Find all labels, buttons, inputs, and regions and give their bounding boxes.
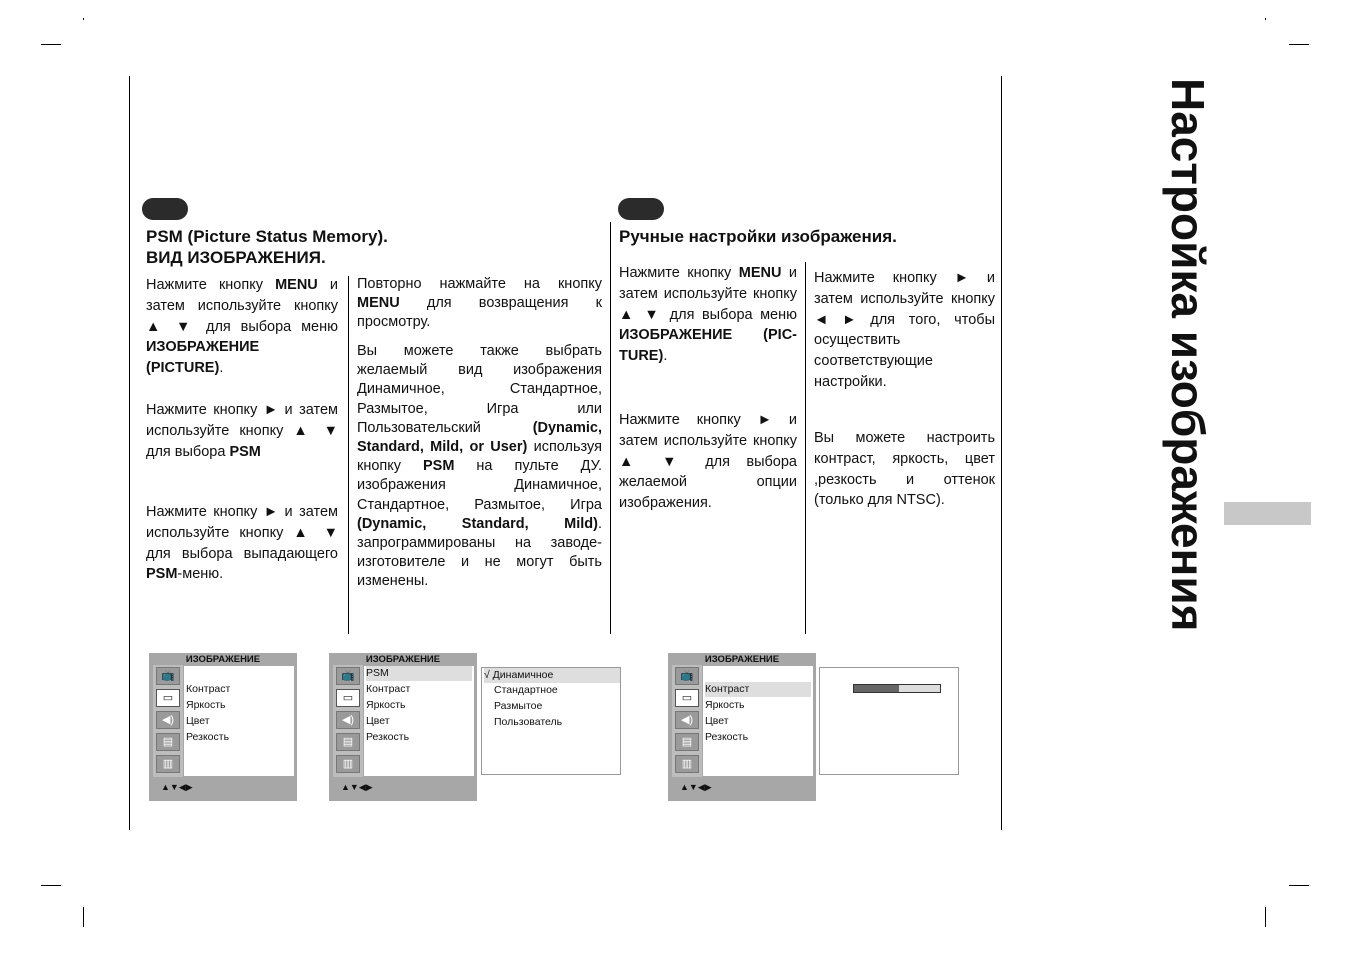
menu-item-color[interactable]: Цвет [705,715,729,727]
special-icon: ▥ [675,755,699,773]
menu-item-sharpness[interactable]: Резкость [705,731,749,743]
crop-mark [41,44,61,45]
screen-icon: ▤ [336,733,360,751]
osd-title: ИЗОБРАЖЕНИЕ [704,654,780,665]
contrast-level-fill [854,685,899,692]
menu-item-sharpness[interactable]: Резкость [186,731,230,743]
menu-item-contrast[interactable]: Контраст [705,682,811,697]
menu-item-brightness[interactable]: Яркость [366,699,406,711]
crop-mark [1265,907,1266,927]
psm-option[interactable]: √ Динамичное [484,668,620,683]
menu-item-contrast[interactable]: Контраст [366,683,411,695]
crop-mark [1265,18,1266,20]
psm-heading-line1: PSM (Picture Status Memory). [146,227,388,246]
manual-heading: Ручные настройки изображения. [619,227,897,246]
screen-icon: ▤ [156,733,180,751]
text-block: Повторно нажмайте на кнопку MENU для возвращения к просмотру. [357,276,602,331]
osd-icon-strip [333,665,363,777]
column-rule [348,276,349,634]
psm-option[interactable]: Пользователь [494,716,563,728]
osd-menu-picture [149,653,297,801]
nav-hint: ▲▼◀▶ [161,782,193,792]
text-block: Нажмите кнопку ► и затем используйте кнопку ▲ ▼ для выбора выпадающего PSM-меню. [146,504,338,583]
sound-icon: ◀) [156,711,180,729]
menu-item-sharpness[interactable]: Резкость [366,731,410,743]
text-block: Нажмите кнопку ► и затем используйте кнопку ◄ ► для того, чтобы осуществить соответствующие настройки. [814,270,995,390]
text-block: Нажмите кнопку ► и затем используйте кнопку ▲ ▼ для выбора PSM [146,402,338,460]
sound-icon: ◀) [675,711,699,729]
section-divider-rule [610,222,611,634]
crop-mark [1289,44,1309,45]
text-block: Нажмите кнопку ► и затем используйте кнопку ▲ ▼ для выбора желаемой опции изображения. [619,412,797,512]
psm-option[interactable]: Стандартное [494,684,558,696]
crop-mark [83,907,84,927]
osd-list [364,666,474,776]
text-block: Нажмите кнопку MENU и затем используйте кнопку ▲ ▼ для выбора меню ИЗОБРАЖЕНИЕ (PICTURE). [146,277,338,377]
contrast-level-bar[interactable] [853,684,941,693]
psm-option[interactable]: Размытое [494,700,543,712]
menu-item-brightness[interactable]: Яркость [705,699,745,711]
section-badge [142,198,188,220]
menu-item-brightness[interactable]: Яркость [186,699,226,711]
chapter-tab [1224,502,1311,525]
tv-icon: 📺 [675,667,699,685]
picture-icon: ▭ [336,689,360,707]
text-block: Вы можете также выбрать желаемый вид изображения Динамичное, Стандартное, Размытое, Игра или Пользовательский (Dynamic, Standard, Mild, or User) используя кнопку PSM на пульте ДУ. изображения Динамичное, Стандартное, Размытое, Игра (Dynamic, Standard, Mild). запрограммированы на заводе-изготовителе и не могут быть изменены. [357,343,602,590]
psm-heading [146,226,388,268]
nav-hint: ▲▼◀▶ [680,782,712,792]
osd-list [703,666,813,776]
tv-icon: 📺 [156,667,180,685]
osd-icon-strip [153,665,183,777]
osd-menu-psm [329,653,477,801]
osd-title: ИЗОБРАЖЕНИЕ [365,654,441,665]
tv-icon: 📺 [336,667,360,685]
text-block: Вы можете настроить контраст, яркость, цвет ,резкость и оттенок (только для NTSC). [814,430,995,509]
crop-mark [41,885,61,886]
text-block: Нажмите кнопку MENU и затем используйте кнопку ▲ ▼ для выбора меню ИЗОБРАЖЕНИЕ (PIC-TURE). [619,265,797,365]
menu-item-color[interactable]: Цвет [366,715,390,727]
column-rule [805,262,806,634]
screen-icon: ▤ [675,733,699,751]
picture-icon: ▭ [156,689,180,707]
section-badge [618,198,664,220]
special-icon: ▥ [336,755,360,773]
crop-mark [83,18,84,20]
osd-icon-strip [672,665,702,777]
osd-title: ИЗОБРАЖЕНИЕ [185,654,261,665]
picture-icon: ▭ [675,689,699,707]
sound-icon: ◀) [336,711,360,729]
menu-item-contrast[interactable]: Контраст [186,683,231,695]
menu-item-color[interactable]: Цвет [186,715,210,727]
osd-list [184,666,294,776]
contrast-adjust-popup [819,667,959,775]
page-left-rule [129,76,130,830]
menu-item-psm[interactable]: PSM [366,666,472,681]
osd-menu-contrast [668,653,816,801]
psm-heading-line2: ВИД ИЗОБРАЖЕНИЯ. [146,248,326,267]
crop-mark [1289,885,1309,886]
side-title: Настройка изображения [1162,78,1214,632]
special-icon: ▥ [156,755,180,773]
page-right-rule [1001,76,1002,830]
psm-options-popup [481,667,621,775]
nav-hint: ▲▼◀▶ [341,782,373,792]
